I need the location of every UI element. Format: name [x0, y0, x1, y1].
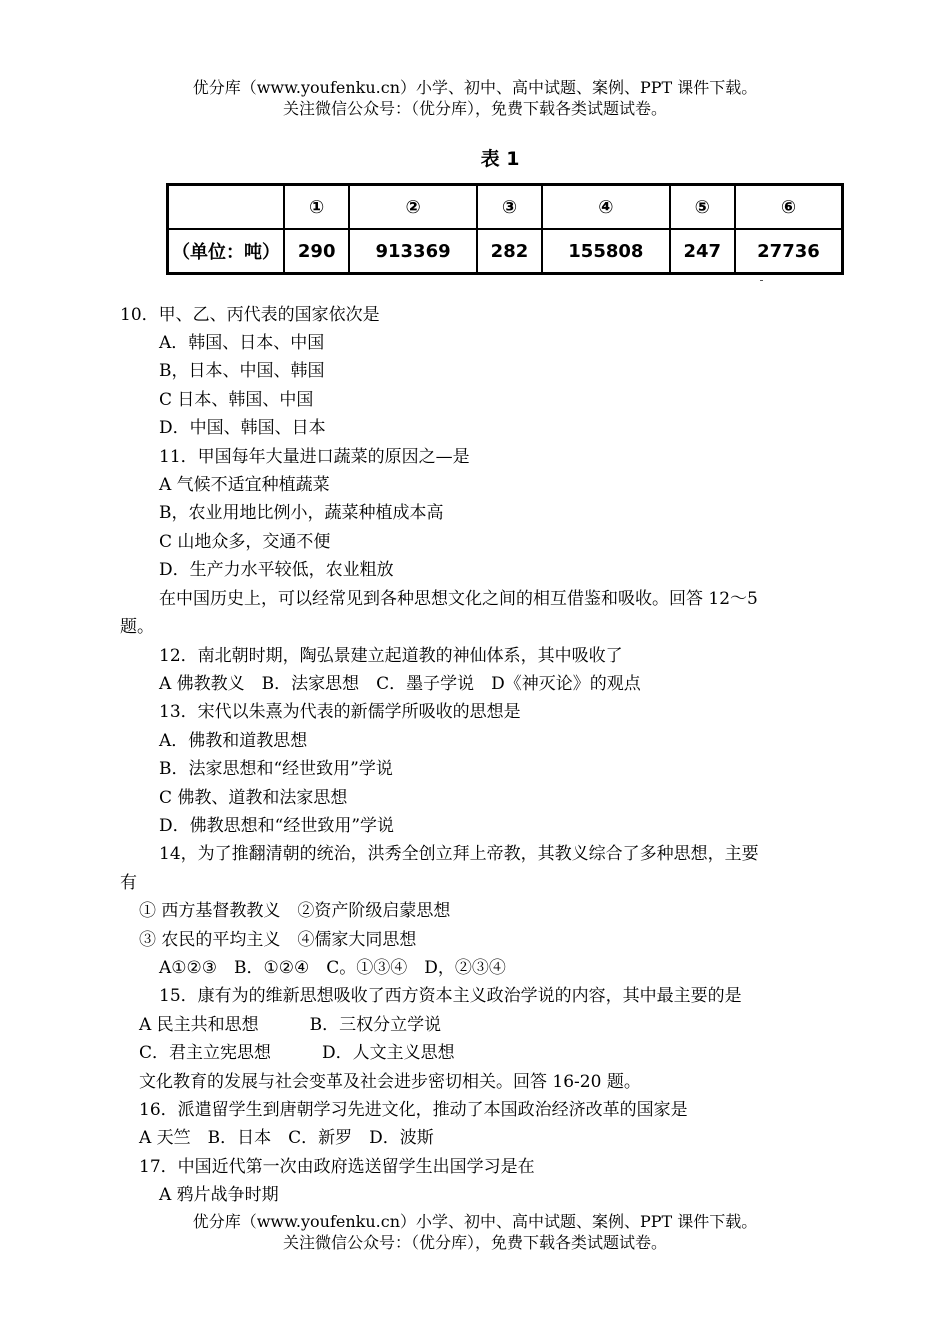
table-title: 表 1: [480, 148, 520, 170]
option-line: D．生产力水平较低，农业粗放: [159, 560, 394, 580]
question-line: 11．甲国每年大量进口蔬菜的原因之—是: [159, 447, 470, 467]
column-header: ⑤: [670, 185, 735, 230]
row-label: （单位：吨）: [168, 229, 285, 274]
option-line: C 日本、韩国、中国: [159, 390, 314, 410]
option-line: C 佛教、道教和法家思想: [159, 788, 348, 808]
table-corner-cell: [168, 185, 285, 230]
scan-speck: [760, 280, 763, 281]
footer-line-1: 优分库（www.youfenku.cn）小学、初中、高中试题、案例、PPT 课件下载。: [192, 1212, 758, 1231]
column-header: ④: [542, 185, 669, 230]
table-cell: 913369: [349, 229, 476, 274]
header-line-1: 优分库（www.youfenku.cn）小学、初中、高中试题、案例、PPT 课件下载。: [192, 78, 758, 97]
option-line: D．佛教思想和“经世致用”学说: [159, 816, 395, 836]
intro-line: 文化教育的发展与社会变革及社会进步密切相关。回答 16-20 题。: [139, 1072, 641, 1092]
option-line: ① 西方基督教教义 ②资产阶级启蒙思想: [139, 901, 451, 921]
table-cell: 155808: [542, 229, 669, 274]
table-row: [168, 229, 843, 274]
option-line: C 山地众多，交通不便: [159, 532, 331, 552]
question-line: 17．中国近代第一次由政府选送留学生出国学习是在: [139, 1157, 535, 1177]
data-table: [166, 183, 844, 275]
table-header-row: [168, 185, 843, 230]
option-line: D．中国、韩国、日本: [159, 418, 326, 438]
question-line: 16．派遣留学生到唐朝学习先进文化，推动了本国政治经济改革的国家是: [139, 1100, 688, 1120]
option-line: A 民主共和思想 B．三权分立学说: [139, 1015, 442, 1035]
option-line: B，日本、中国、韩国: [159, 361, 325, 381]
column-header: ③: [477, 185, 542, 230]
question-line: 15．康有为的维新思想吸收了西方资本主义政治学说的内容，其中最主要的是: [159, 986, 742, 1006]
table-cell: 247: [670, 229, 735, 274]
column-header: ⑥: [735, 185, 843, 230]
table-cell: 282: [477, 229, 542, 274]
intro-line: 题。: [120, 617, 154, 637]
question-line: 10．甲、乙、丙代表的国家依次是: [120, 305, 380, 325]
table-cell: 27736: [735, 229, 843, 274]
footer-line-2: 关注微信公众号：（优分库），免费下载各类试题试卷。: [282, 1233, 667, 1252]
option-line: A 佛教教义 B．法家思想 C．墨子学说 D《神灭论》的观点: [159, 674, 641, 694]
question-line: 13．宋代以朱熹为代表的新儒学所吸收的思想是: [159, 702, 521, 722]
option-line: B．法家思想和“经世致用”学说: [159, 759, 393, 779]
option-line: A①②③ B．①②④ C。①③④ D，②③④: [159, 958, 506, 978]
question-line: 14，为了推翻清朝的统治，洪秀全创立拜上帝教，其教义综合了多种思想，主要: [159, 844, 759, 864]
column-header: ①: [284, 185, 349, 230]
option-line: A 鸦片战争时期: [159, 1185, 279, 1205]
option-line: ③ 农民的平均主义 ④儒家大同思想: [139, 930, 417, 950]
question-line: 12．南北朝时期，陶弘景建立起道教的神仙体系，其中吸收了: [159, 646, 623, 666]
option-line: A 气候不适宜种植蔬菜: [159, 475, 330, 495]
option-line: B，农业用地比例小，蔬菜种植成本高: [159, 503, 444, 523]
header-line-2: 关注微信公众号：（优分库），免费下载各类试题试卷。: [282, 99, 667, 118]
option-line: A 天竺 B．日本 C．新罗 D．波斯: [139, 1128, 434, 1148]
column-header: ②: [349, 185, 476, 230]
option-line: C．君主立宪思想 D．人文主义思想: [139, 1043, 455, 1063]
option-line: A．韩国、日本、中国: [159, 333, 325, 353]
option-line: A．佛教和道教思想: [159, 731, 308, 751]
table-cell: 290: [284, 229, 349, 274]
intro-line: 在中国历史上，可以经常见到各种思想文化之间的相互借鉴和吸收。回答 12～5: [159, 589, 758, 609]
question-line: 有: [120, 873, 137, 893]
